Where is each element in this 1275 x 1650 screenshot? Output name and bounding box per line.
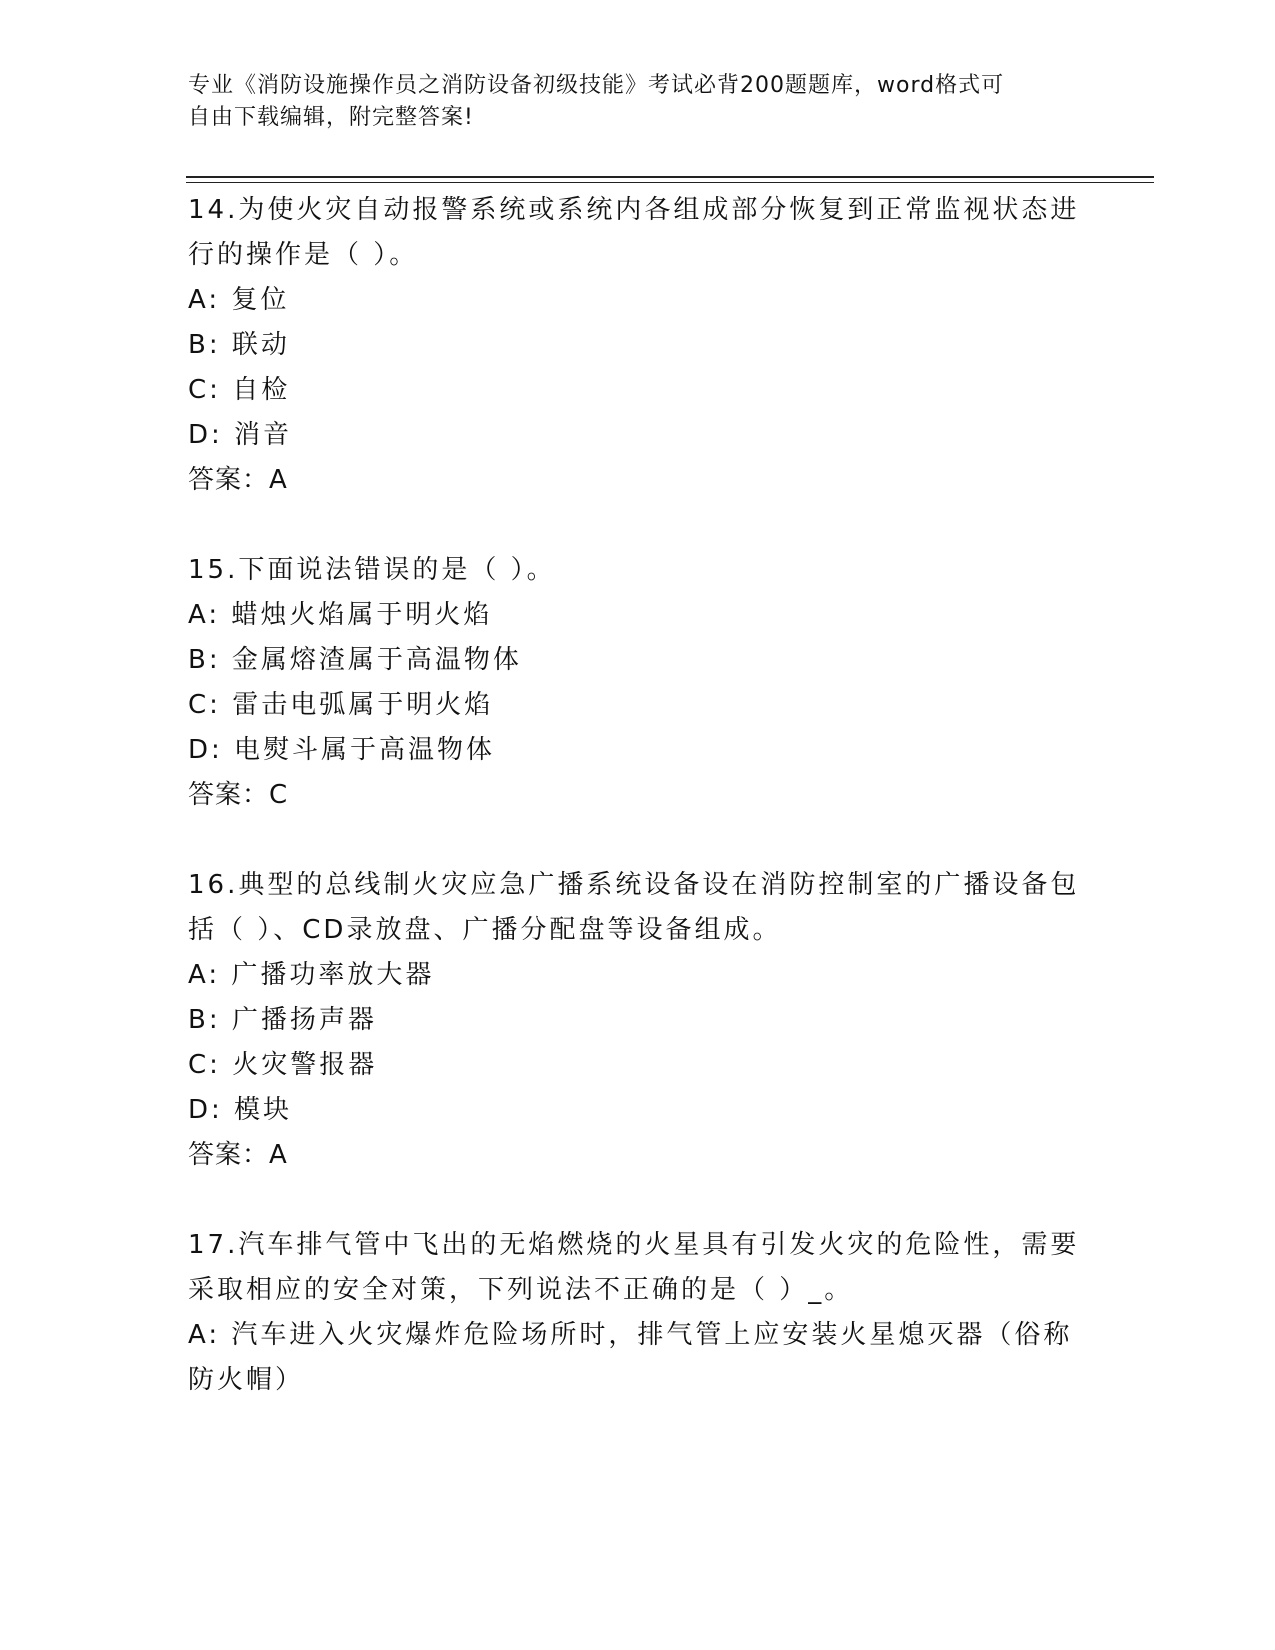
- header-divider-thick: [186, 176, 1154, 178]
- question-stem: [188, 863, 1088, 953]
- question-17: [188, 1223, 1088, 1403]
- question-list: [188, 188, 1088, 1448]
- option-b: [188, 638, 1088, 683]
- option-text: 自检: [232, 375, 291, 405]
- header-divider-thin: [186, 182, 1154, 183]
- option-text: 广播扬声器: [231, 1005, 377, 1035]
- option-text: 雷击电弧属于明火焰: [232, 690, 494, 720]
- option-text: 联动: [231, 330, 290, 360]
- option-a: [188, 278, 1088, 323]
- question-14: [188, 188, 1088, 503]
- option-d: [188, 1088, 1088, 1133]
- option-text: 模块: [234, 1095, 293, 1125]
- stem-line: 17.汽车排气管中飞出的无焰燃烧的火星具有引发火灾的危险性，需要: [188, 1230, 1080, 1260]
- option-label: C:: [188, 690, 221, 720]
- stem-line: 采取相应的安全对策，下列说法不正确的是（ ）_。: [188, 1275, 854, 1305]
- document-header: [188, 70, 1088, 134]
- stem-line: 行的操作是（ ）。: [188, 240, 419, 270]
- option-text: 火灾警报器: [232, 1050, 378, 1080]
- option-label: C:: [188, 1050, 221, 1080]
- answer: 答案：A: [188, 1140, 288, 1170]
- option-a: [188, 953, 1088, 998]
- option-text: 消音: [234, 420, 293, 450]
- option-text: 汽车进入火灾爆炸危险场所时，排气管上应安装火星熄灭器（俗称: [231, 1320, 1073, 1350]
- option-label: A:: [188, 1320, 221, 1350]
- option-text: 电熨斗属于高温物体: [234, 735, 496, 765]
- option-label: D:: [188, 735, 223, 765]
- option-d: [188, 728, 1088, 773]
- option-text: 广播功率放大器: [231, 960, 435, 990]
- stem-line: 括（ ）、CD录放盘、广播分配盘等设备组成。: [188, 915, 782, 945]
- option-c: [188, 368, 1088, 413]
- question-stem: [188, 1223, 1088, 1313]
- option-label: B:: [188, 330, 221, 360]
- option-label: A:: [188, 600, 221, 630]
- option-label: D:: [188, 420, 223, 450]
- option-c: [188, 683, 1088, 728]
- question-stem: [188, 548, 1088, 593]
- option-label: B:: [188, 645, 221, 675]
- answer: 答案：A: [188, 465, 288, 495]
- option-label: B:: [188, 1005, 221, 1035]
- option-a: [188, 593, 1088, 638]
- option-d: [188, 413, 1088, 458]
- stem-line: 16.典型的总线制火灾应急广播系统设备设在消防控制室的广播设备包: [188, 870, 1080, 900]
- option-text: 复位: [231, 285, 290, 315]
- option-b: [188, 323, 1088, 368]
- option-label: D:: [188, 1095, 223, 1125]
- stem-line: 15.下面说法错误的是（ ）。: [188, 555, 556, 585]
- option-label: C:: [188, 375, 221, 405]
- stem-line: 14.为使火灾自动报警系统或系统内各组成部分恢复到正常监视状态进: [188, 195, 1080, 225]
- question-16: [188, 863, 1088, 1178]
- question-15: [188, 548, 1088, 818]
- option-a: [188, 1313, 1088, 1358]
- header-line-1: 专业《消防设施操作员之消防设备初级技能》考试必背200题题库，word格式可: [188, 73, 1005, 98]
- option-label: A:: [188, 960, 221, 990]
- answer: 答案：C: [188, 780, 289, 810]
- option-label: A:: [188, 285, 221, 315]
- option-a-continued: 防火帽）: [188, 1365, 305, 1395]
- option-b: [188, 998, 1088, 1043]
- option-text: 蜡烛火焰属于明火焰: [231, 600, 493, 630]
- option-text: 金属熔渣属于高温物体: [231, 645, 522, 675]
- option-c: [188, 1043, 1088, 1088]
- header-line-2: 自由下载编辑，附完整答案!: [188, 105, 474, 130]
- question-stem: [188, 188, 1088, 278]
